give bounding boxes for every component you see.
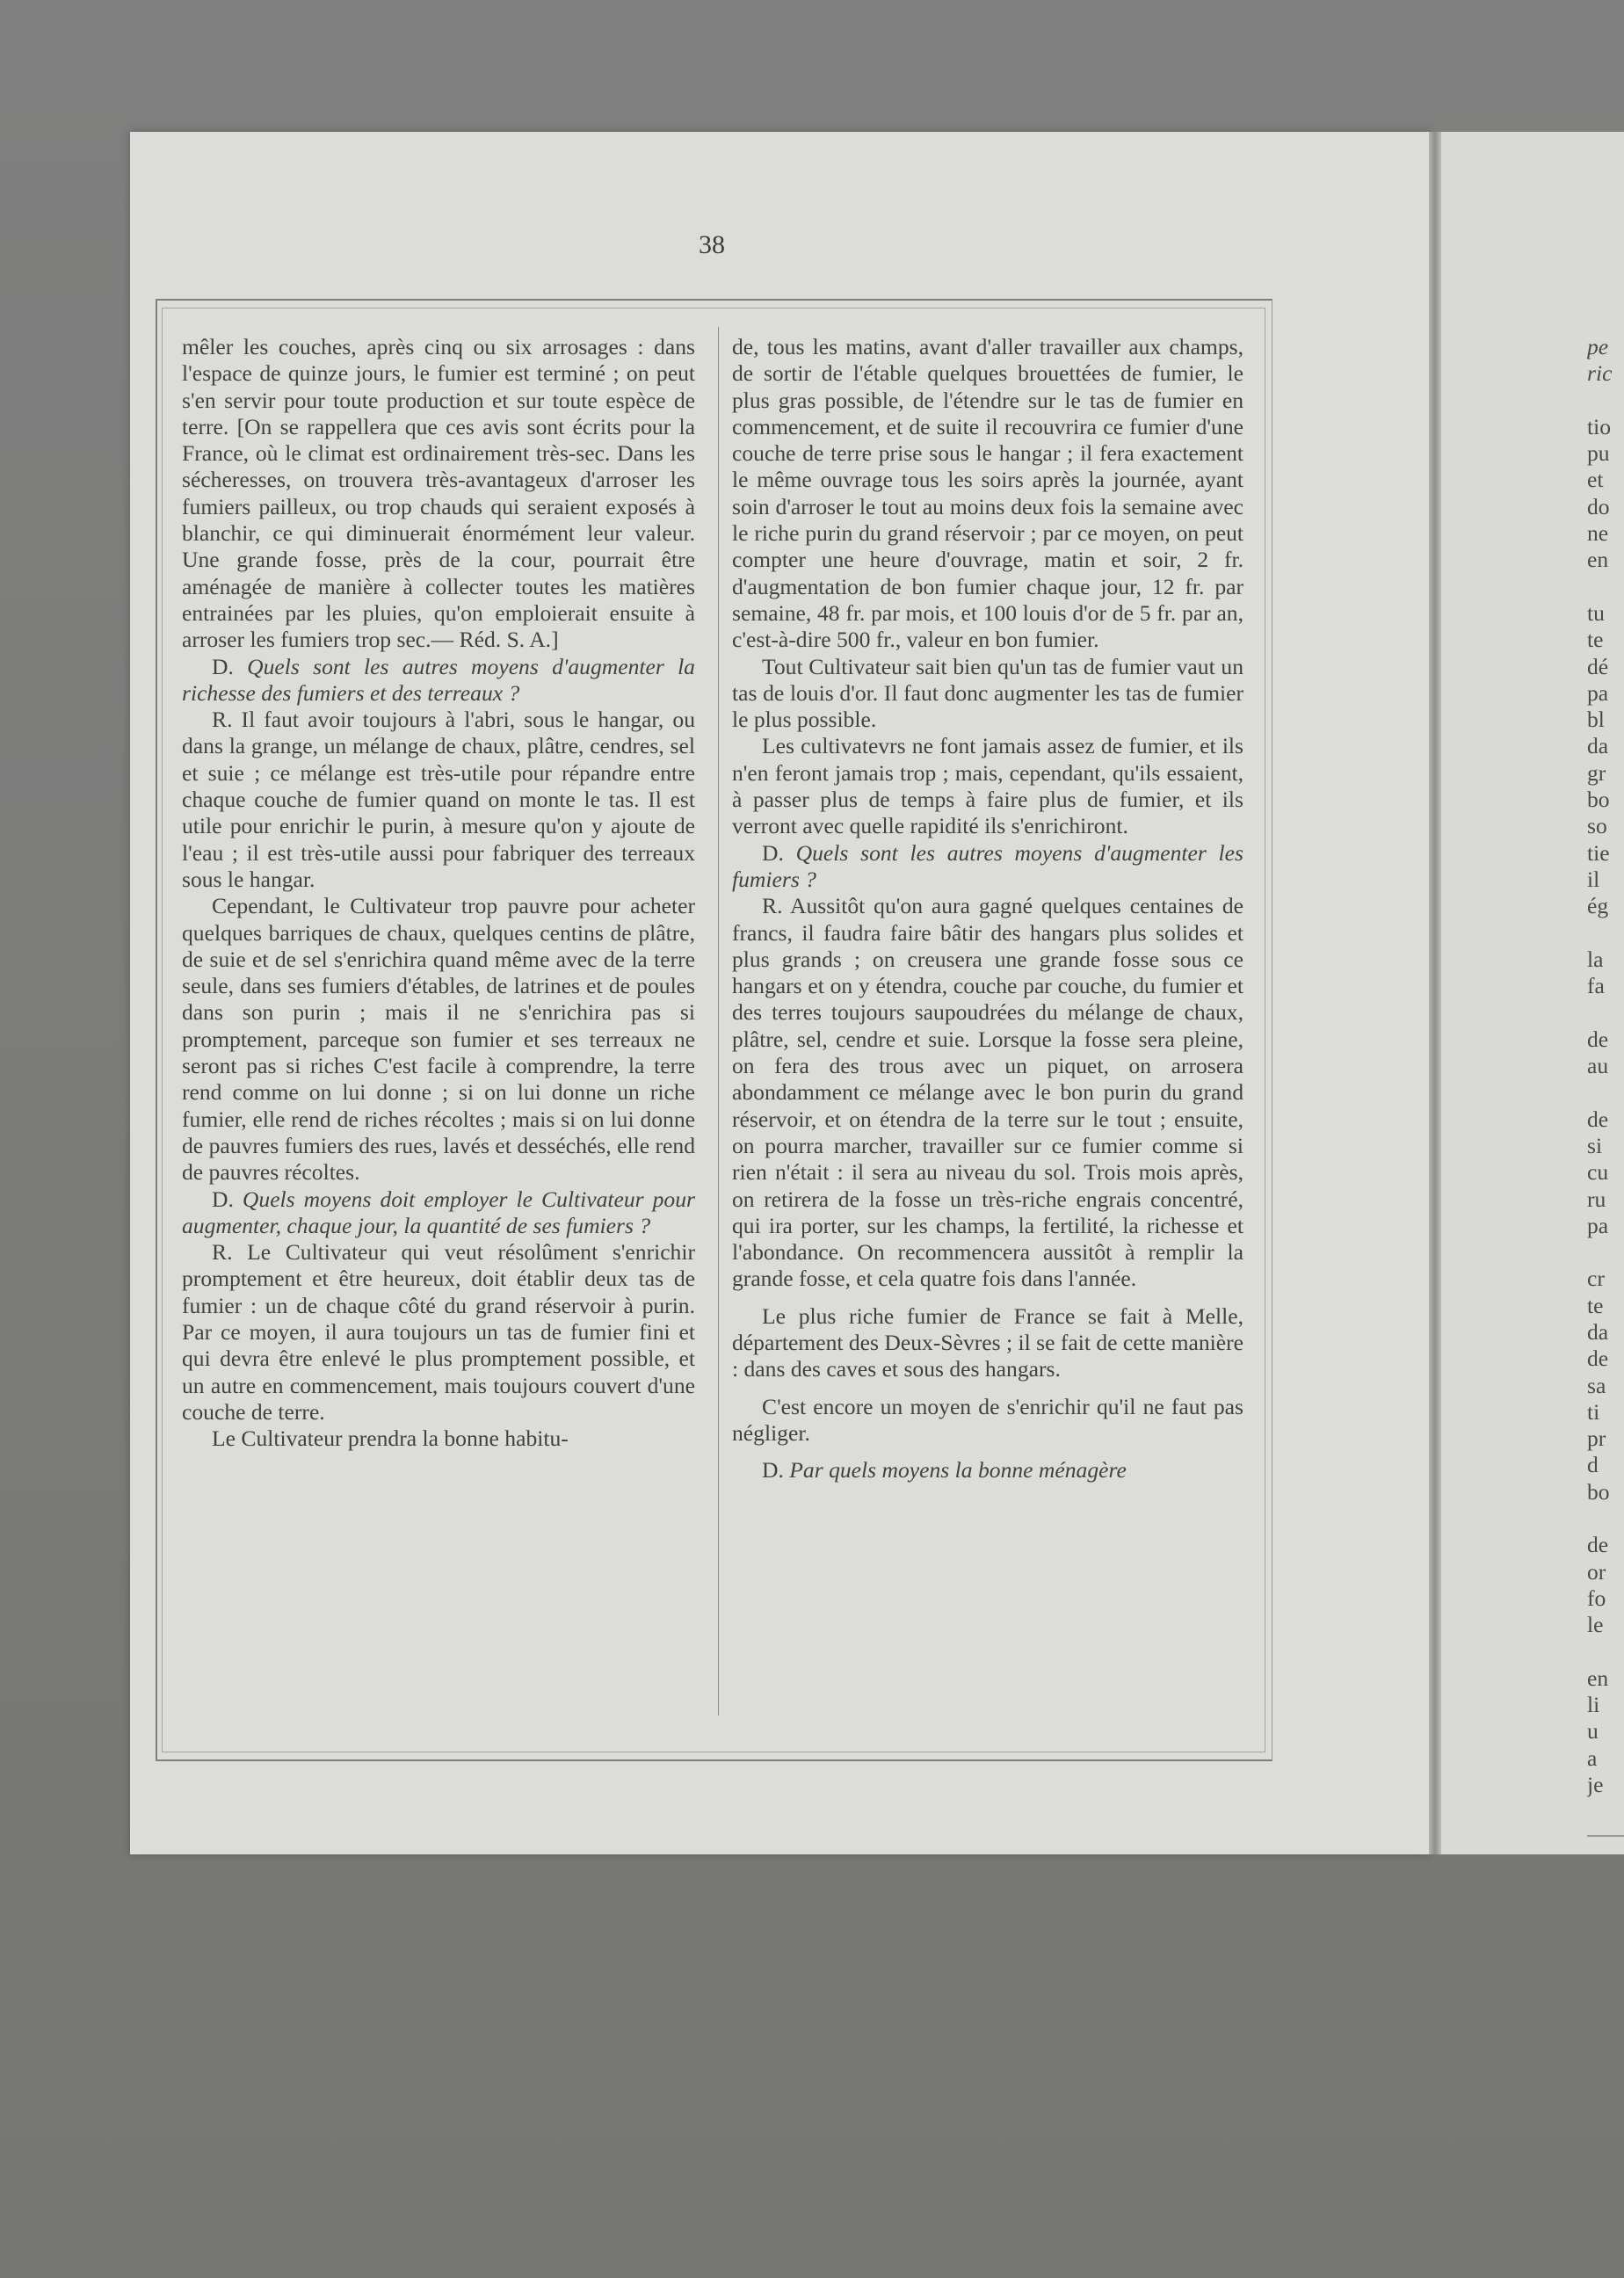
facing-page-fragment: bo	[1587, 787, 1610, 813]
facing-page-fragment: or	[1587, 1558, 1606, 1585]
paragraph: R. Aussitôt qu'on aura gagné quelques centaines de francs, il faudra faire bâtir des hangars plus solides et plus grands ; on creusera une grande fosse sous ce hangars et on y étendra, couche par couche, du fumier et des terres toujours saupoudrées du mélange de chaux, plâtre, sel, cendre et suie. Lorsque la fosse sera pleine, on fera des trous avec un piquet, on arrosera abondamment ce mélange avec le bon purin du grand réservoir, et on étendra de la terre sur le tout ; ensuite, on pourra marcher, travailler sur ce fumier comme si rien n'était : il sera au niveau du sol. Trois mois après, on retirera de la fosse un très-riche engrais concentré, qui ira porter, sur les champs, la fertilité, la richesse et l'abondance. On recommencera aussitôt à remplir la grande fosse, et cela quatre fois dans l'année.	[732, 893, 1243, 1292]
facing-page-fragment	[1587, 1505, 1624, 1532]
paragraph: R. Le Cultivateur qui veut résolûment s'enrichir promptement et être heureux, doit établir deux tas de fumier : un de chaque côté du grand réservoir à purin. Par ce moyen, il aura toujours un tas de fumier fini et qui devra être enlevé le plus promptement possible, et un autre en commencement, mais toujours couvert d'une couche de terre.	[182, 1239, 695, 1425]
facing-page-fragment: cu	[1587, 1159, 1609, 1186]
paragraph: Le Cultivateur prendra la bonne habitu-	[212, 1426, 569, 1452]
facing-page-fragment: ég	[1587, 893, 1609, 919]
facing-page-fragment: pa	[1587, 679, 1609, 706]
facing-page-fragment: ru	[1587, 1186, 1606, 1212]
facing-page-fragment: da	[1587, 1318, 1609, 1345]
facing-page-fragment	[1587, 1639, 1624, 1665]
facing-page-rule	[1587, 1835, 1624, 1837]
column-divider	[718, 327, 719, 1716]
facing-page-fragment	[1587, 1239, 1624, 1266]
question	[182, 654, 695, 707]
facing-page-fragment: ne	[1587, 520, 1609, 547]
paragraph: Les cultivatevrs ne font jamais assez de fumier, et ils n'en feront jamais trop ; mais, cependant, qu'ils essaient, à passer plus de temps à faire plus de fumier, et ils verront avec quelle rapidité ils s'enrichiront.	[732, 733, 1243, 839]
facing-page-fragment: si	[1587, 1132, 1603, 1158]
facing-page-fragment: so	[1587, 813, 1607, 839]
facing-page-fragment: de	[1587, 1346, 1609, 1372]
paragraph: R. Il faut avoir toujours à l'abri, sous le hangar, ou dans la grange, un mélange de chaux, plâtre, cendres, sel et suie ; ce mélange est très-utile pour répandre entre chaque couche de fumier quand on monte le tas. Il est utile pour enrichir le purin, à mesure qu'on y ajoute de l'eau ; il est très-utile aussi pour fabriquer des terreaux sous le hangar.	[182, 707, 695, 892]
facing-page-fragment: dé	[1587, 653, 1609, 679]
paragraph: mêler les couches, après cinq ou six arrosages : dans l'espace de quinze jours, le fumier est terminé ; on peut s'en servir pour toute production et sur toute espèce de terre. [On se rappellera que ces avis sont écrits pour la France, où le climat est ordinairement très-sec. Dans les sécheresses, on trouvera très-avantageux d'arroser les fumiers pailleux, ou trop chauds qui seraient exposés à blanchir, ce qui diminuerait énormément leur valeur. Une grande fosse, près de la cour, pourrait être aménagée de manière à collecter toutes les matières entrainées par les pluies, qu'on emploierait ensuite à arroser les fumiers trop sec.— Réd. S. A.]	[182, 334, 695, 653]
facing-page-text-fragments	[1587, 334, 1624, 1798]
facing-page-fragment: ric	[1587, 360, 1613, 387]
question-mark-label: D.	[212, 1186, 234, 1212]
question	[182, 1186, 695, 1240]
question-text: Quels sont les autres moyens d'augmenter la richesse des fumiers et des terreaux ?	[182, 653, 695, 706]
facing-page-fragment: te	[1587, 1292, 1604, 1318]
facing-page-fragment: il	[1587, 866, 1600, 892]
right-column	[732, 334, 1243, 1749]
paragraph: de, tous les matins, avant d'aller travailler aux champs, de sortir de l'étable quelques brouettées de fumier, le plus gras possible, de l'étendre sur le tas de fumier en commencement, et de suite il recouvrira ce fumier d'une couche de terre prise sous le hangar ; il fera exactement le même ouvrage tous les soirs après la journée, ayant soin d'arroser le tout au moins deux fois la semaine avec le riche purin du grand réservoir ; par ce moyen, on peut compter une heure d'ouvrage, matin et soir, 2 fr. d'augmentation de bon fumier chaque jour, 12 fr. par semaine, 48 fr. par mois, et 100 louis d'or de 5 fr. par an, c'est-à-dire 500 fr., valeur en bon fumier.	[732, 334, 1243, 653]
facing-page-fragment: la	[1587, 946, 1604, 972]
book-gutter	[1429, 132, 1441, 1854]
facing-page-fragment: en	[1587, 547, 1609, 573]
facing-page-fragment: d	[1587, 1452, 1599, 1478]
facing-page-fragment: en	[1587, 1665, 1609, 1691]
paragraph: Tout Cultivateur sait bien qu'un tas de fumier vaut un tas de louis d'or. Il faut donc augmenter les tas de fumier le plus possible.	[732, 653, 1243, 733]
facing-page-fragment: do	[1587, 493, 1610, 519]
facing-page-fragment	[1587, 999, 1624, 1026]
facing-page-fragment	[1587, 574, 1624, 600]
facing-page-fragment	[1587, 920, 1624, 947]
facing-page-fragment: tie	[1587, 839, 1610, 866]
paragraph: Cependant, le Cultivateur trop pauvre pour acheter quelques barriques de chaux, quelques centins de plâtre, de suie et de sel s'enrichira quand même avec de la terre seule, dans ses fumiers d'étables, de latrines et de poules dans son purin ; mais il ne s'enrichira pas si promptement, parceque son fumier et ses terreaux ne seront pas si riches C'est facile à comprendre, la terre rend comme on lui donne ; si on lui donne un riche fumier, elle rend de riches récoltes ; mais si on lui donne de pauvres fumiers des rues, lavés et desséchés, elle rend de pauvres récoltes.	[182, 893, 695, 1186]
question	[732, 1457, 1243, 1484]
facing-page-fragment: tu	[1587, 599, 1605, 626]
question-text: Par quels moyens la bonne ménagère	[789, 1457, 1127, 1484]
facing-page-fragment: gr	[1587, 759, 1606, 786]
question-mark-label: D.	[212, 653, 234, 679]
facing-page-fragment: le	[1587, 1612, 1604, 1638]
facing-page-fragment: cr	[1587, 1266, 1605, 1292]
page-number: 38	[699, 230, 725, 259]
question	[732, 840, 1243, 894]
facing-page-fragment: et	[1587, 467, 1604, 493]
paragraph: C'est encore un moyen de s'enrichir qu'il ne faut pas négliger.	[732, 1393, 1243, 1446]
facing-page-fragment: bo	[1587, 1478, 1610, 1505]
question-mark-label: D.	[762, 839, 784, 866]
question-text: Quels moyens doit employer le Cultivateur pour augmenter, chaque jour, la quantité de ses fumiers ?	[182, 1186, 695, 1238]
paragraph: Le plus riche fumier de France se fait à Melle, département des Deux-Sèvres ; il se fait de cette manière : dans des caves et sous des hangars.	[732, 1302, 1244, 1382]
facing-page-fragment: li	[1587, 1692, 1600, 1718]
facing-page-fragment	[1587, 388, 1624, 414]
facing-page-fragment: fa	[1587, 973, 1605, 999]
facing-page-fragment: bl	[1587, 707, 1605, 733]
facing-page-fragment: au	[1587, 1053, 1609, 1079]
facing-page-fragment: pe	[1587, 334, 1609, 359]
facing-page-fragment: pu	[1587, 440, 1610, 467]
facing-page-fragment	[1587, 1079, 1624, 1106]
left-column	[182, 334, 695, 1749]
facing-page-fragment: pr	[1587, 1426, 1606, 1452]
facing-page-fragment: a	[1587, 1745, 1598, 1771]
facing-page-fragment: u	[1587, 1718, 1599, 1745]
facing-page-fragment: de	[1587, 1026, 1609, 1052]
facing-page-fragment: fo	[1587, 1585, 1606, 1611]
facing-page-fragment: te	[1587, 627, 1604, 653]
facing-page-fragment: tio	[1587, 413, 1612, 439]
facing-page-fragment: je	[1587, 1772, 1604, 1798]
facing-page-fragment: pa	[1587, 1212, 1609, 1238]
facing-page-fragment: sa	[1587, 1372, 1606, 1398]
question-text: Quels sont les autres moyens d'augmenter les fumiers ?	[732, 839, 1243, 892]
facing-page-fragment: de	[1587, 1532, 1609, 1558]
facing-page-fragment: de	[1587, 1106, 1609, 1132]
facing-page-fragment: ti	[1587, 1398, 1600, 1425]
question-mark-label: D.	[762, 1457, 784, 1484]
facing-page-fragment: da	[1587, 733, 1609, 759]
